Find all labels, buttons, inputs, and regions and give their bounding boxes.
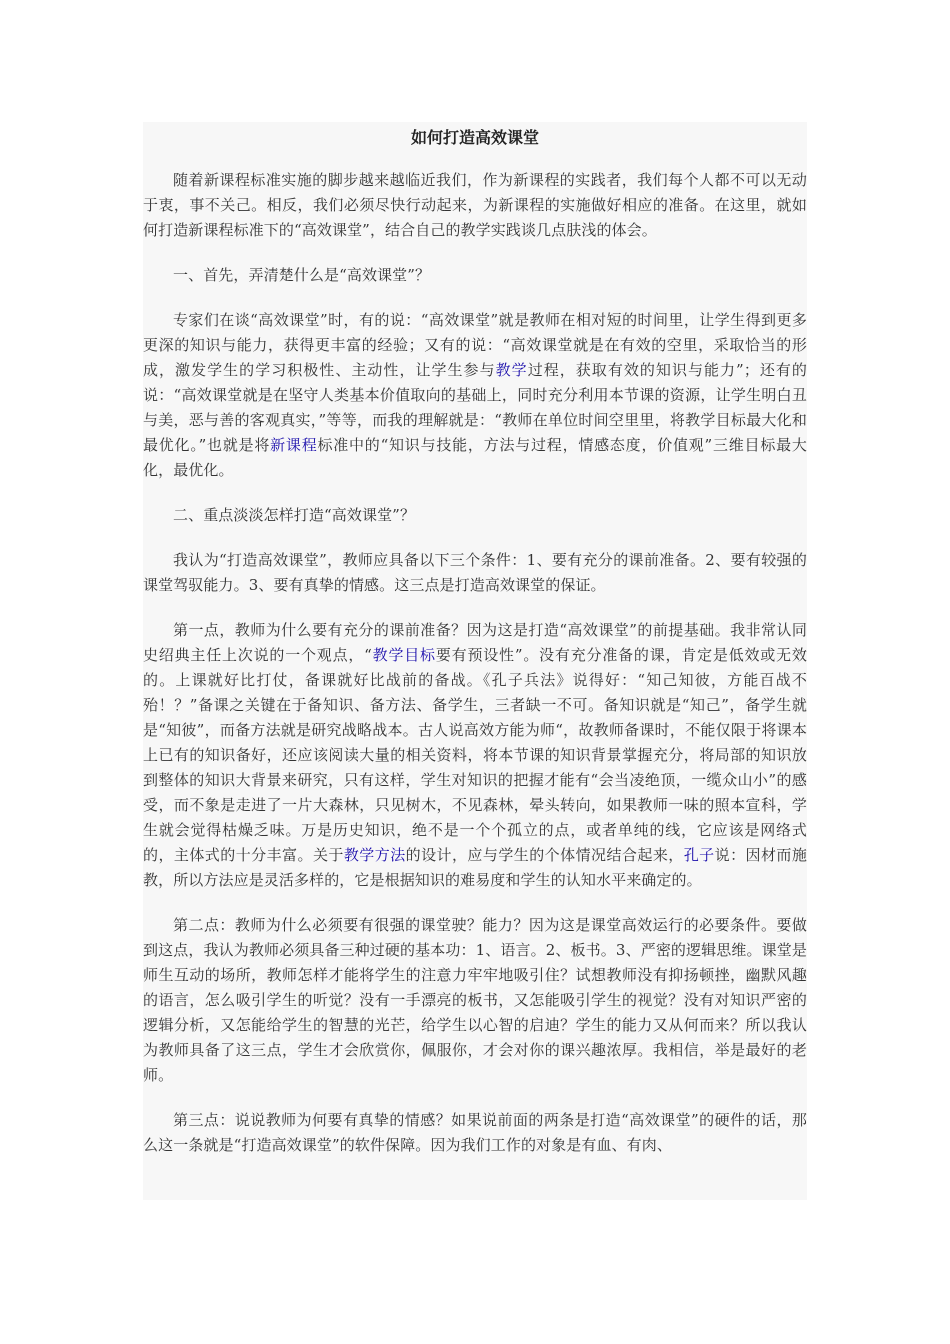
paragraph xyxy=(143,1108,807,1158)
paragraph-gap xyxy=(143,598,807,618)
paragraph-gap xyxy=(143,243,807,263)
paragraph-gap xyxy=(143,483,807,503)
inline-link[interactable]: 新课程 xyxy=(270,436,318,454)
paragraph-text: 过程，获取有效的知识与能力”；还有的说：“高效课堂就是在坚守人类基本价值取向的基础上，同时充分利用本节课的资源，让学生明白丑与美，恶与善的客观真实，”等等，而我的理解就是：“教师在单位时间空里里，将教学目标最大化和最优化。”也就是将 xyxy=(143,361,807,454)
paragraph xyxy=(143,618,807,893)
paragraph xyxy=(143,548,807,598)
paragraph-text: 二、重点淡淡怎样打造“高效课堂”？ xyxy=(173,506,416,524)
paragraph-gap xyxy=(143,1088,807,1108)
paragraph-text: 第二点：教师为什么必须要有很强的课堂驶？能力？因为这是课堂高效运行的必要条件。要做到这点，我认为教师必须具备三种过硬的基本功：1、语言。2、板书。3、严密的逻辑思维。课堂是师生互动的场所，教师怎样才能将学生的注意力牢牢地吸引住？试想教师没有抑扬顿挫，幽默风趣的语言，怎么吸引学生的听觉？没有一手漂亮的板书，又怎能吸引学生的视觉？没有对知识严密的逻辑分析，又怎能给学生的智慧的光芒，给学生以心智的启迪？学生的能力又从何而来？所以我认为教师具备了这三点，学生才会欣赏你，佩服你，才会对你的课兴趣浓厚。我相信，举是最好的老师。 xyxy=(143,916,807,1084)
document-body xyxy=(143,154,807,1158)
paragraph-text: 专家们在谈“高效课堂”时，有的说：“高效课堂”就是教师在相对短的时间里，让学生得到更多更深的知识与能力，获得更丰富的经验；又有的说：“高效课堂就是在有效的空里，采取恰当的形成，激发学生的学习积极性、主动性，让学生参与 xyxy=(143,311,807,379)
paragraph xyxy=(143,263,807,288)
paragraph-text: 说：因材而施教，所以方法应是灵活多样的，它是根据知识的难易度和学生的认知水平来确定的。 xyxy=(143,846,807,889)
paragraph-gap xyxy=(143,528,807,548)
title-spacer xyxy=(143,154,807,168)
paragraph xyxy=(143,913,807,1088)
inline-link[interactable]: 孔子 xyxy=(683,846,715,864)
inline-link[interactable]: 教学目标 xyxy=(371,646,436,664)
paragraph-gap xyxy=(143,288,807,308)
paragraph xyxy=(143,308,807,483)
paragraph-text: 第三点：说说教师为何要有真挚的情感？如果说前面的两条是打造“高效课堂”的硬件的话，那么这一条就是“打造高效课堂”的软件保障。因为我们工作的对象是有血、有肉、 xyxy=(143,1111,807,1154)
paragraph-text: 我认为“打造高效课堂”，教师应具备以下三个条件：1、要有充分的课前准备。2、要有较强的课堂驾驭能力。3、要有真挚的情感。这三点是打造高效课堂的保证。 xyxy=(143,551,807,594)
paragraph-text: 随着新课程标准实施的脚步越来越临近我们，作为新课程的实践者，我们每个人都不可以无动于衷，事不关己。相反，我们必须尽快行动起来，为新课程的实施做好相应的准备。在这里，就如何打造新课程标准下的“高效课堂”，结合自己的教学实践谈几点肤浅的体会。 xyxy=(143,171,807,239)
paragraph xyxy=(143,168,807,243)
paragraph-text: 要有预设性”。没有充分准备的课，肯定是低效或无效的。上课就好比打仗，备课就好比战前的备战。《孔子兵法》说得好：“知己知彼，方能百战不殆！？”备课之关键在于备知识、备方法、备学生，三者缺一不可。备知识就是“知己”，备学生就是“知彼”，而备方法就是研究战略战本。古人说高效方能为师“，故教师备课时，不能仅限于将课本上已有的知识备好，还应该阅读大量的相关资料，将本节课的知识背景掌握充分，将局部的知识放到整体的知识大背景来研究，只有这样，学生对知识的把握才能有“会当凌绝顶，一缆众山小”的感受，而不象是走进了一片大森林，只见树木，不见森林，晕头转向，如果教师一味的照本宣科，学生就会觉得枯燥乏味。万是历史知识，绝不是一个个孤立的点，或者单纯的线，它应该是网络式的，主体式的十分丰富。关于 xyxy=(143,646,807,864)
document-page xyxy=(143,122,807,1200)
paragraph-gap xyxy=(143,893,807,913)
paragraph-text: 的设计，应与学生的个体情况结合起来， xyxy=(405,846,684,864)
paragraph-text: 一、首先，弄清楚什么是“高效课堂”？ xyxy=(173,266,431,284)
inline-link[interactable]: 教学 xyxy=(495,361,528,379)
paragraph xyxy=(143,503,807,528)
paragraph-text: 第一点，教师为什么要有充分的课前准备？因为这是打造“高效课堂”的前提基础。我非常认同史绍典主任上次说的一个观点，“ xyxy=(143,621,807,664)
inline-link[interactable]: 教学方法 xyxy=(343,846,406,864)
paragraph-text: 标准中的“知识与技能，方法与过程，情感态度，价值观”三维目标最大化，最优化。 xyxy=(143,436,807,479)
document-title: 如何打造高效课堂 xyxy=(410,128,539,147)
